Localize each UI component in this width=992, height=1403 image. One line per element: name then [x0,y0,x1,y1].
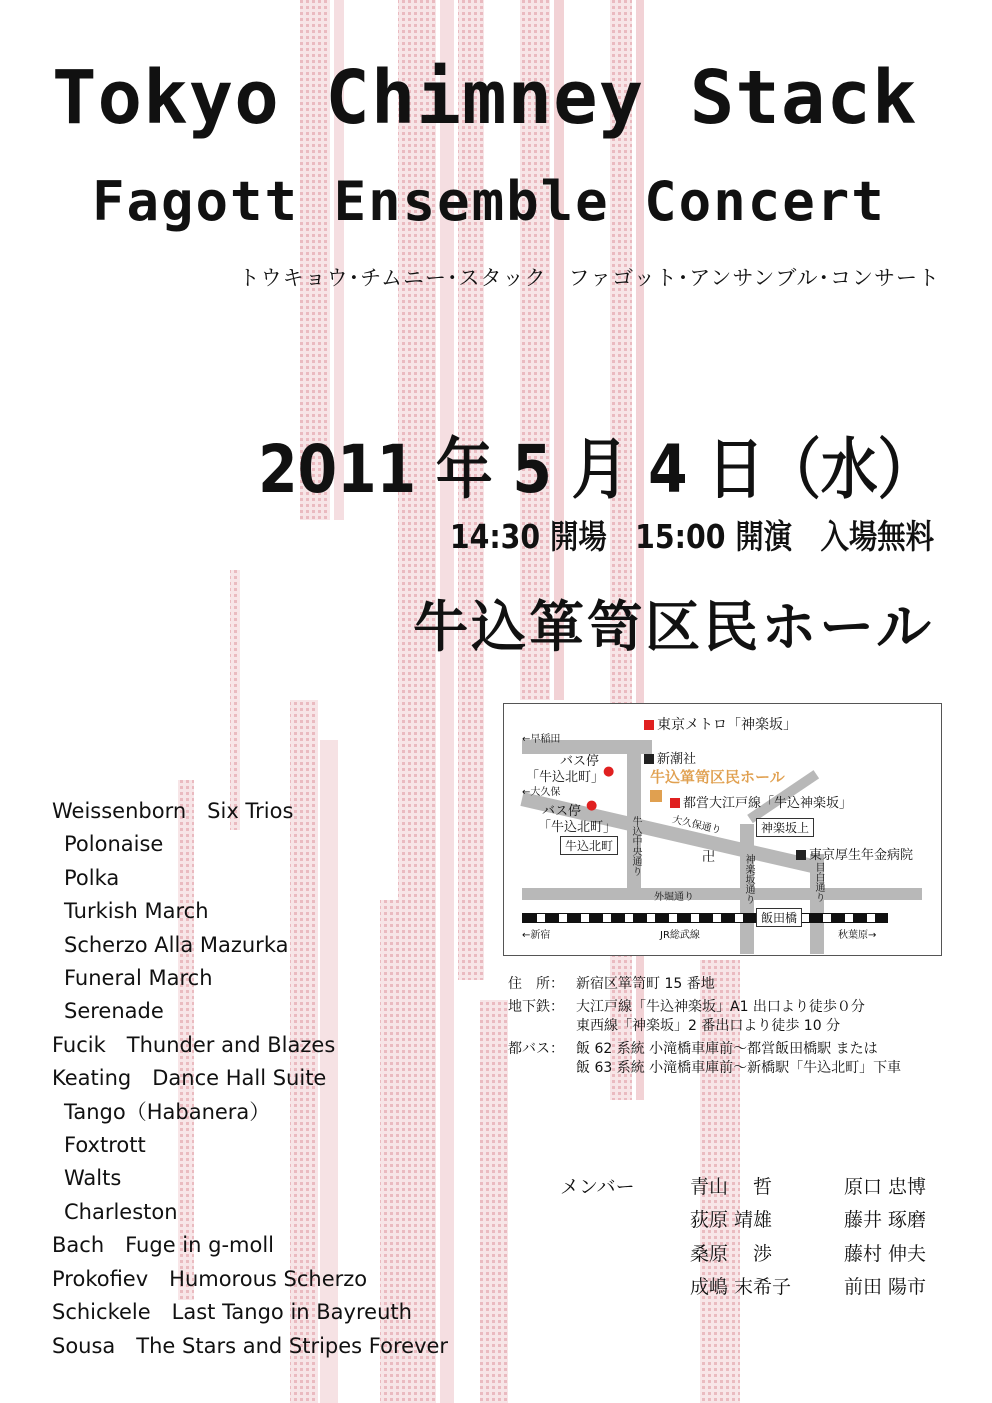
access-line: 大江戸線「牛込神楽坂」A1 出口より徒歩０分 [576,999,865,1015]
road-sotobori-dori [522,888,922,900]
iidabashi-label: 飯田橋 [756,908,802,927]
program-item: Fucik Thunder and Blazes [52,1032,336,1057]
member-name: 青山 哲 [690,1176,773,1198]
metro-label: 東京メトロ「神楽坂」 [644,714,797,734]
bus-stop-1-name: 「牛込北町」 [526,770,605,785]
mejiro-dori-label: 目白通り [813,862,824,902]
member-name: 藤村 伸夫 [844,1242,927,1265]
access-map [503,703,942,956]
access-label: 住 所： [508,976,564,992]
program-list [52,795,448,1363]
ushigome-chuo-dori-label: 牛込中央通り [630,816,641,876]
program-item: Schickele Last Tango in Bayreuth [52,1300,412,1325]
program-item: Charleston [64,1199,178,1224]
access-info [508,975,901,1082]
shinjuku-label: ←新宿 [522,930,551,941]
shinchosha-marker-icon [644,754,654,764]
oedo-label: 都営大江戸線「牛込神楽坂」 [670,792,852,811]
members-label: メンバー [560,1176,635,1198]
member-name: 荻原 靖雄 [690,1209,773,1232]
okubo-left-label: ←大久保 [522,787,561,798]
member-name: 桑原 渉 [690,1242,773,1265]
access-line: 新宿区箪笥町 15 番地 [576,976,715,992]
shinchosha-label: 新潮社 [644,748,696,767]
members-column-1 [690,1171,791,1305]
title-kana: トウキョウ･チムニー･スタック ファゴット･アンサンブル･コンサート [238,266,940,290]
concert-times: 14:30 開場 15:00 開演 入場無料 [449,517,934,556]
program-item: Funeral March [64,966,213,991]
program-item: Tango（Habanera） [64,1099,271,1124]
access-label: 都バス： [508,1041,564,1057]
venue-marker-icon [650,790,662,802]
bus-stop-1-label: バス停 [560,754,600,769]
program-item: Foxtrott [64,1133,146,1158]
member-name: 前田 陽市 [844,1276,927,1299]
access-label: 地下鉄： [508,999,564,1015]
hospital-marker-icon [796,850,806,860]
waseda-label: ←早稲田 [522,734,561,745]
program-item: Walts [64,1166,122,1191]
bus-stop-2-pin-icon: ● [586,798,598,813]
sotobori-dori-label: 外堀通り [654,892,694,903]
jr-sobu-label: JR総武線 [660,930,700,941]
title-line-1: Tokyo Chimney Stack [52,55,918,141]
program-item: Keating Dance Hall Suite [52,1066,327,1091]
access-subway [508,998,901,1036]
oedo-marker-icon [670,798,680,808]
title-line-2: Fagott Ensemble Concert [92,170,886,233]
access-bus [508,1040,901,1078]
members-column-2 [844,1171,926,1305]
venue-map-label: 牛込箪笥区民ホール [650,768,785,786]
metro-marker-icon [644,720,654,730]
member-name: 原口 忠博 [844,1176,927,1198]
program-item: Serenade [64,999,164,1024]
bus-stop-1-pin-icon: ● [603,764,615,779]
program-item: Turkish March [64,899,209,924]
concert-date: 2011 年 5 月 4 日（水） [257,431,934,508]
railway-jr-sobu [522,913,888,923]
program-item: Bach Fuge in g-moll [52,1233,274,1258]
program-item: Polka [64,865,120,890]
member-name: 成嶋 末希子 [690,1276,792,1299]
kagurazaka-ue-label: 神楽坂上 [756,818,814,837]
venue-name: 牛込箪笥区民ホール [413,595,934,659]
program-item: Weissenborn Six Trios [52,799,294,823]
access-address [508,975,901,994]
program-item: Polonaise [64,832,164,857]
temple-icon: 卍 [702,850,716,865]
program-item: Prokofiev Humorous Scherzo [52,1266,368,1291]
member-name: 藤井 琢磨 [844,1209,927,1232]
access-line: 東西線「神楽坂」2 番出口より徒歩 10 分 [576,1018,841,1034]
access-line: 飯 62 系統 小滝橋車庫前～都営飯田橋駅 または [576,1041,878,1057]
kagurazaka-dori-label: 神楽坂通り [743,854,754,904]
ushigome-kitamachi-label: 牛込北町 [560,836,618,855]
bus-stop-2-label: バス停 [542,804,582,819]
okubo-dori-label: 大久保通り [670,814,723,837]
program-item: Scherzo Alla Mazurka [64,932,289,957]
akihabara-label: 秋葉原→ [838,930,877,941]
hospital-label: 東京厚生年金病院 [796,844,913,863]
program-item: Sousa The Stars and Stripes Forever [52,1333,449,1358]
bus-stop-2-name: 「牛込北町」 [538,820,617,835]
access-line: 飯 63 系統 小滝橋車庫前～新橋駅「牛込北町」下車 [576,1060,902,1076]
